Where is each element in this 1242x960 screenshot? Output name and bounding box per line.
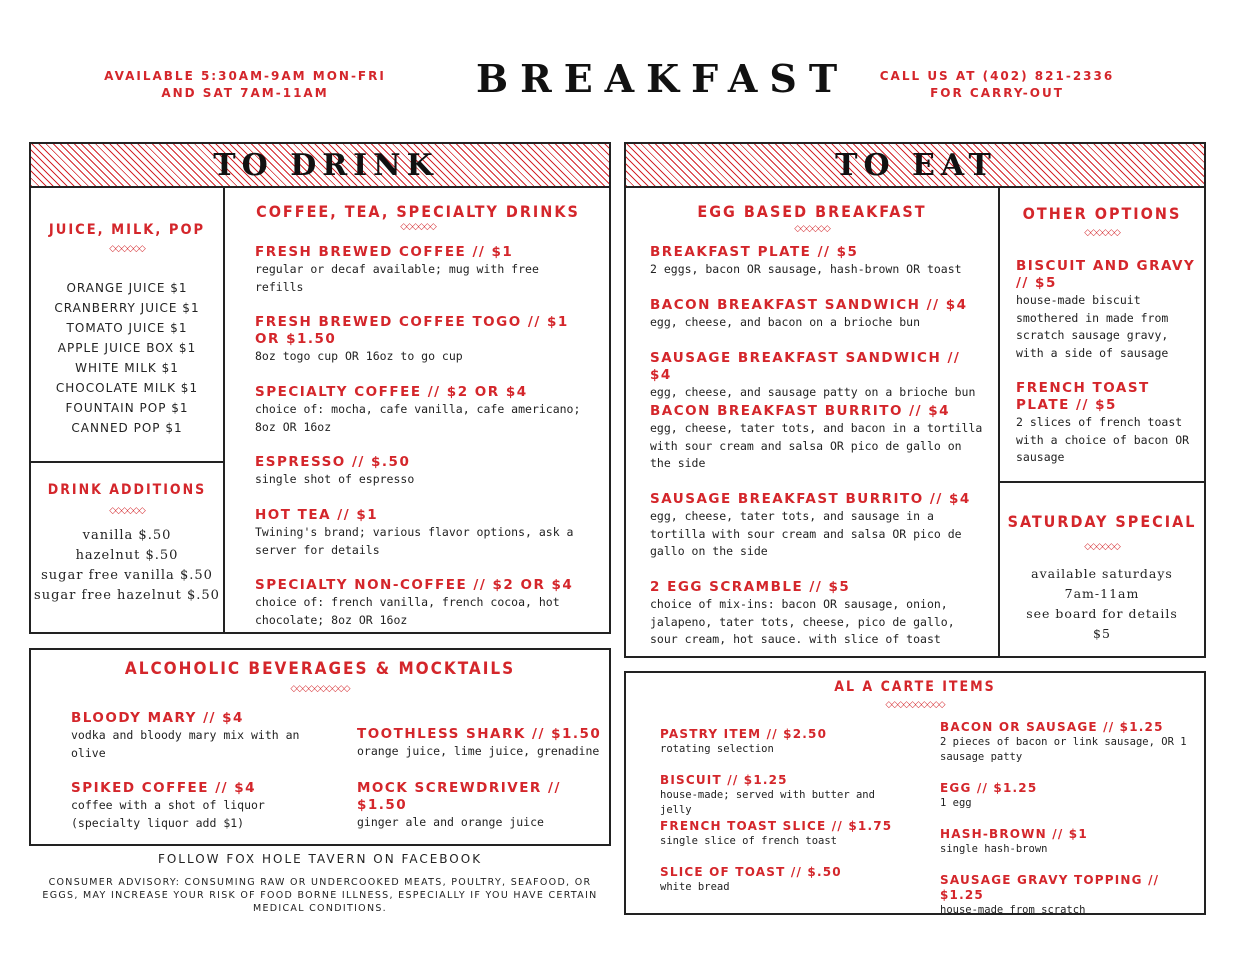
coffee-menu-item-name: SPECIALTY NON-COFFEE // $2 OR $4 (255, 577, 574, 593)
juice-item: FOUNTAIN POP $1 (65, 401, 189, 415)
egg-menu-item (650, 491, 985, 561)
egg-menu-item (650, 579, 985, 649)
other-option-item-name: FRENCH TOAST PLATE // $5 (1016, 380, 1150, 413)
carte-item-description: house-made from scratch (940, 904, 1086, 916)
carte-item-name: EGG // $1.25 (940, 781, 1038, 795)
saturday-detail-line: 7am-11am (1064, 586, 1140, 601)
alcohol-menu-item-name: TOOTHLESS SHARK // $1.50 (357, 726, 602, 742)
drink-addition-item: hazelnut $.50 (75, 548, 179, 563)
saturday-details (1000, 564, 1204, 644)
hours-line-1: AVAILABLE 5:30AM-9AM MON-FRI (104, 69, 386, 83)
coffee-menu-item (255, 384, 585, 436)
additions-divider-ornament: ◇◇◇◇◇◇ (109, 506, 145, 516)
coffee-menu-item (255, 507, 585, 559)
egg-menu-item-description: egg, cheese, and sausage patty on a brioche bun (650, 385, 976, 399)
carte-item-name: BISCUIT // $1.25 (660, 773, 788, 787)
juice-divider-ornament: ◇◇◇◇◇◇ (109, 244, 145, 254)
carte-item (660, 819, 900, 849)
juice-list (31, 278, 223, 438)
carte-item-description: single slice of french toast (660, 835, 838, 847)
egg-menu-item (650, 297, 985, 332)
drink-addition-item: sugar free vanilla $.50 (41, 568, 213, 583)
to-eat-panel (624, 142, 1206, 658)
juice-item: WHITE MILK $1 (75, 361, 179, 375)
carte-item-description: rotating selection (660, 743, 774, 755)
alcohol-divider-ornament: ◇◇◇◇◇◇◇◇◇◇ (290, 684, 350, 694)
other-option-item-name: BISCUIT AND GRAVY // $5 (1016, 258, 1196, 291)
carte-item (940, 781, 1190, 811)
egg-menu-item-name: BACON BREAKFAST BURRITO // $4 (650, 403, 950, 419)
carte-divider-ornament: ◇◇◇◇◇◇◇◇◇◇ (885, 700, 945, 710)
egg-divider-ornament: ◇◇◇◇◇◇ (794, 224, 830, 234)
carte-item-description: single hash-brown (940, 843, 1048, 855)
alcohol-menu-item-name: SPIKED COFFEE // $4 (71, 780, 257, 796)
to-drink-panel (29, 142, 611, 634)
saturday-detail-line: $5 (1093, 626, 1111, 641)
call-line-2: FOR CARRY-OUT (930, 86, 1064, 100)
other-option-item-description: house-made biscuit smothered in made from scratch sausage gravy, with a side of sausage (1016, 293, 1169, 360)
hours-info (90, 68, 400, 102)
juice-item: CANNED POP $1 (71, 421, 183, 435)
page-title: BREAKFAST (476, 56, 850, 101)
coffee-menu-item-description: 8oz togo cup OR 16oz to go cup (255, 349, 463, 363)
egg-menu-item-name: SAUSAGE BREAKFAST SANDWICH // $4 (650, 350, 961, 383)
egg-menu-item (650, 403, 985, 473)
alcohol-panel (29, 648, 611, 846)
other-option-item-description: 2 slices of french toast with a choice of bacon OR sausage (1016, 415, 1190, 464)
coffee-menu-item-description: Twining's brand; various flavor options, ask a server for details (255, 525, 574, 557)
to-drink-banner-label: TO DRINK (213, 148, 439, 183)
coffee-menu-item-description: choice of: french vanilla, french cocoa, hot chocolate; 8oz OR 16oz (255, 595, 560, 627)
juice-item: ORANGE JUICE $1 (66, 281, 188, 295)
other-option-item (1016, 258, 1196, 362)
a-la-carte-title: AL A CARTE ITEMS (834, 679, 996, 695)
carte-item (660, 865, 900, 895)
carte-item-name: PASTRY ITEM // $2.50 (660, 727, 828, 741)
egg-menu-item (650, 244, 985, 279)
juice-item: CHOCOLATE MILK $1 (55, 381, 199, 395)
coffee-menu-item (255, 314, 585, 366)
coffee-menu-item (255, 244, 585, 296)
other-option-item (1016, 380, 1196, 467)
consumer-advisory: CONSUMER ADVISORY: CONSUMING RAW OR UNDERCOOKED MEATS, POULTRY, SEAFOOD, OR EGGS, MAY INCREASE YOUR RISK OF FOOD BORNE ILLNESS, ESPECIALLY IF YOU HAVE CERTAIN MEDICAL CONDITIONS. (42, 877, 598, 914)
drink-row-divider (31, 461, 224, 463)
coffee-divider-ornament: ◇◇◇◇◇◇ (400, 222, 436, 232)
egg-menu-item-description: egg, cheese, and bacon on a brioche bun (650, 315, 921, 329)
facebook-follow: FOLLOW FOX HOLE TAVERN ON FACEBOOK (157, 852, 483, 866)
carte-item-name: FRENCH TOAST SLICE // $1.75 (660, 819, 893, 833)
juice-section-title: JUICE, MILK, POP (48, 222, 206, 238)
alcohol-menu-item (357, 780, 607, 832)
other-divider-ornament: ◇◇◇◇◇◇ (1084, 228, 1120, 238)
carte-item-description: house-made; served with butter and jelly (660, 789, 875, 816)
alcohol-menu-item-description: coffee with a shot of liquor (specialty liquor add $1) (71, 798, 265, 830)
coffee-menu-item (255, 577, 585, 629)
egg-menu-item-name: BACON BREAKFAST SANDWICH // $4 (650, 297, 968, 313)
saturday-divider-ornament: ◇◇◇◇◇◇ (1084, 542, 1120, 552)
egg-menu-item-name: BREAKFAST PLATE // $5 (650, 244, 859, 260)
egg-section-title: EGG BASED BREAKFAST (697, 202, 927, 221)
egg-menu-item-description: egg, cheese, tater tots, and bacon in a tortilla with sour cream and salsa OR pico de gallo on the side (650, 421, 983, 470)
carryout-info (862, 68, 1132, 102)
carte-item-name: BACON OR SAUSAGE // $1.25 (940, 720, 1164, 734)
coffee-menu-item-description: choice of: mocha, cafe vanilla, cafe americano; 8oz OR 16oz (255, 402, 581, 434)
coffee-menu-item-name: HOT TEA // $1 (255, 507, 379, 523)
saturday-detail-line: see board for details (1026, 606, 1178, 621)
coffee-menu-item-name: ESPRESSO // $.50 (255, 454, 411, 470)
carte-item-name: HASH-BROWN // $1 (940, 827, 1088, 841)
carte-item-description: 1 egg (940, 797, 972, 809)
egg-menu-item-description: choice of mix-ins: bacon OR sausage, onion, jalapeno, tater tots, cheese, pico de gallo, sour cream, hot sauce. with slice of toast (650, 597, 955, 646)
carte-item (660, 773, 900, 818)
coffee-section-title: COFFEE, TEA, SPECIALTY DRINKS (256, 202, 580, 221)
carte-item (940, 873, 1190, 918)
to-eat-banner-label: TO EAT (835, 148, 997, 183)
egg-menu-item-name: 2 EGG SCRAMBLE // $5 (650, 579, 851, 595)
saturday-detail-line: available saturdays (1031, 566, 1173, 581)
juice-item: TOMATO JUICE $1 (66, 321, 188, 335)
carte-item (940, 720, 1190, 765)
carte-item (660, 727, 900, 757)
alcohol-menu-item (71, 780, 321, 832)
carte-item-name: SAUSAGE GRAVY TOPPING // $1.25 (940, 873, 1160, 902)
carte-item-description: white bread (660, 881, 730, 893)
coffee-menu-item-name: FRESH BREWED COFFEE TOGO // $1 OR $1.50 (255, 314, 569, 347)
other-options-title: OTHER OPTIONS (1022, 204, 1182, 223)
carte-item (940, 827, 1190, 857)
hours-line-2: AND SAT 7AM-11AM (161, 86, 329, 100)
egg-menu-item (650, 350, 985, 402)
coffee-menu-item-name: FRESH BREWED COFFEE // $1 (255, 244, 514, 260)
coffee-menu-item-description: regular or decaf available; mug with free refills (255, 262, 539, 294)
juice-item: CRANBERRY JUICE $1 (54, 301, 200, 315)
alcohol-menu-item-description: orange juice, lime juice, grenadine (357, 744, 600, 758)
alcohol-menu-item-name: BLOODY MARY // $4 (71, 710, 244, 726)
juice-item: APPLE JUICE BOX $1 (57, 341, 197, 355)
egg-menu-item-name: SAUSAGE BREAKFAST BURRITO // $4 (650, 491, 971, 507)
drink-addition-item: vanilla $.50 (82, 528, 172, 543)
drink-addition-item: sugar free hazelnut $.50 (34, 588, 220, 603)
alcohol-menu-item (357, 726, 607, 761)
egg-menu-item-description: 2 eggs, bacon OR sausage, hash-brown OR toast (650, 262, 962, 276)
alcohol-menu-item (71, 710, 321, 762)
coffee-menu-item (255, 454, 585, 489)
coffee-menu-item-name: SPECIALTY COFFEE // $2 OR $4 (255, 384, 528, 400)
coffee-menu-item-description: single shot of espresso (255, 472, 415, 486)
call-line-1: CALL US AT (402) 821-2336 (879, 69, 1115, 83)
alcohol-menu-item-description: vodka and bloody mary mix with an olive (71, 728, 300, 760)
a-la-carte-panel (624, 671, 1206, 915)
egg-menu-item-description: egg, cheese, tater tots, and sausage in a tortilla with sour cream and salsa OR pico de gallo on the side (650, 509, 962, 558)
alcohol-menu-item-description: ginger ale and orange juice (357, 815, 544, 829)
saturday-special-title: SATURDAY SPECIAL (1007, 512, 1197, 531)
carte-item-name: SLICE OF TOAST // $.50 (660, 865, 842, 879)
additions-list (27, 526, 227, 606)
carte-item-description: 2 pieces of bacon or link sausage, OR 1 sausage patty (940, 736, 1187, 763)
alcohol-menu-item-name: MOCK SCREWDRIVER // $1.50 (357, 780, 561, 813)
eat-row-divider (999, 481, 1204, 483)
alcohol-section-title: ALCOHOLIC BEVERAGES & MOCKTAILS (124, 659, 516, 679)
drink-additions-title: DRINK ADDITIONS (47, 482, 207, 498)
